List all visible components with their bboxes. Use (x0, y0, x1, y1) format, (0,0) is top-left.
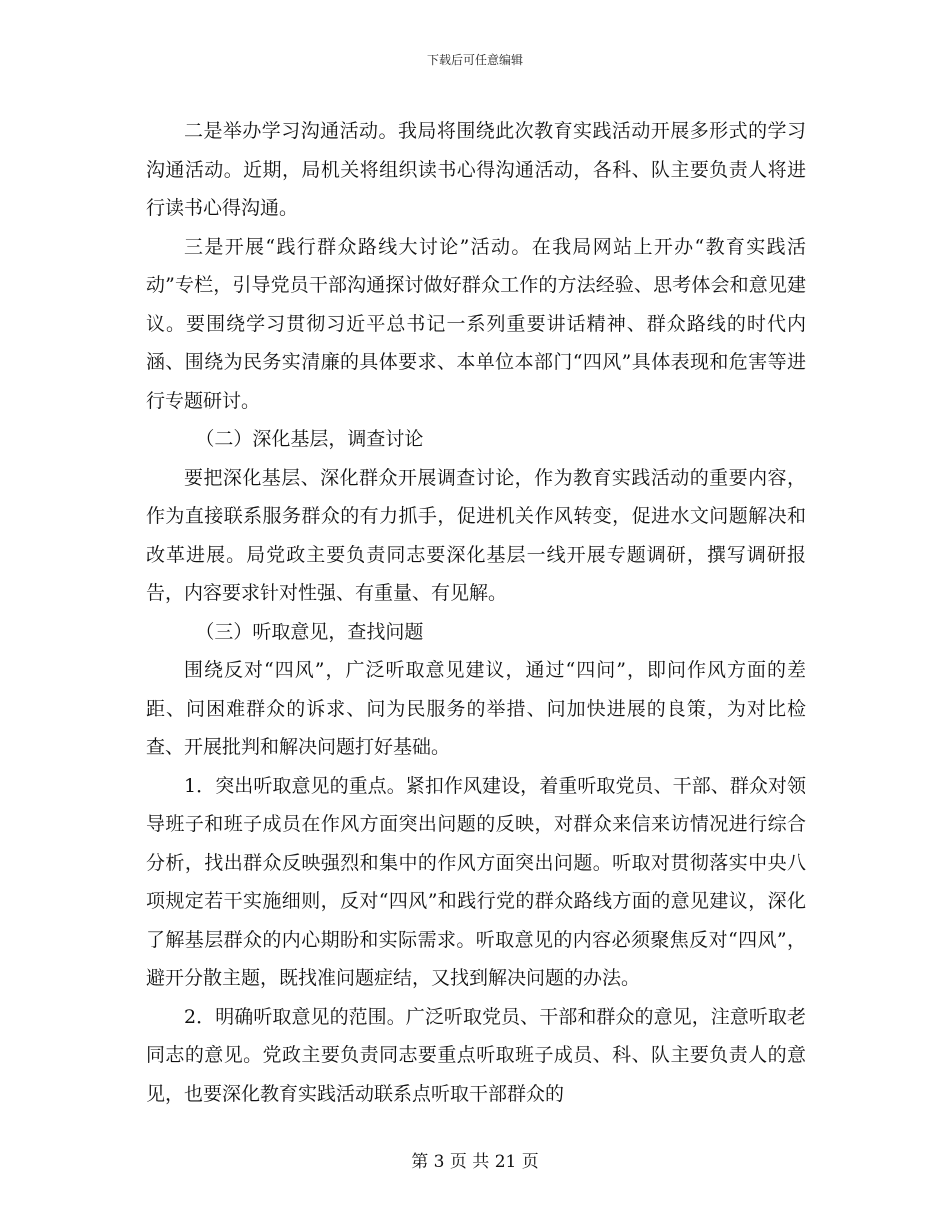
page-number-footer: 第 3 页 共 21 页 (411, 1152, 539, 1172)
paragraph-four-questions: 围绕反对“四风”，广泛听取意见建议，通过“四问”，即问作风方面的差距、问困难群众的诉求、问为民服务的举措、问加快进展的良策，为对比检查、开展批判和解决问题打好基础。 (146, 659, 806, 758)
page-header: 下载后可任意编辑 (426, 53, 523, 67)
document-body (146, 112, 806, 1113)
paragraph-learning-exchange: 二是举办学习沟通活动。我局将围绕此次教育实践活动开展多形式的学习沟通活动。近期，局机关将组织读书心得沟通活动，各科、队主要负责人将进行读书心得沟通。 (146, 120, 806, 219)
section-heading-grassroots: （二）深化基层，调查讨论 (195, 428, 424, 450)
paragraph-mass-line-discussion: 三是开展“践行群众路线大讨论”活动。在我局网站上开办“教育实践活动”专栏，引导党员干部沟通探讨做好群众工作的方法经验、思考体会和意见建议。要围绕学习贯彻习近平总书记一系列重要讲话精神、群众路线的时代内涵、围绕为民务实清廉的具体要求、本单位本部门“四风”具体表现和危害等进行专题研讨。 (146, 235, 806, 412)
paragraph-grassroots-survey: 要把深化基层、深化群众开展调查讨论，作为教育实践活动的重要内容，作为直接联系服务群众的有力抓手，促进机关作风转变，促进水文问题解决和改革进展。局党政主要负责同志要深化基层一线开展专题调研，撰写调研报告，内容要求针对性强、有重量、有见解。 (146, 466, 806, 604)
section-heading-opinions: （三）听取意见，查找问题 (195, 620, 424, 643)
paragraph-item-1: 1．突出听取意见的重点。紧扣作风建设，着重听取党员、干部、群众对领导班子和班子成员在作风方面突出问题的反映，对群众来信来访情况进行综合分析，找出群众反映强烈和集中的作风方面突出问题。听取对贯彻落实中央八项规定若干实施细则，反对“四风”和践行党的群众路线方面的意见建议，深化了解基层群众的内心期盼和实际需求。听取意见的内容必须聚焦反对“四风”，避开分散主题，既找准问题症结，又找到解决问题的办法。 (146, 774, 806, 989)
paragraph-item-2: 2．明确听取意见的范围。广泛听取党员、干部和群众的意见，注意听取老同志的意见。党政主要负责同志要重点听取班子成员、科、队主要负责人的意见，也要深化教育实践活动联系点听取干部群众的 (146, 1005, 806, 1105)
